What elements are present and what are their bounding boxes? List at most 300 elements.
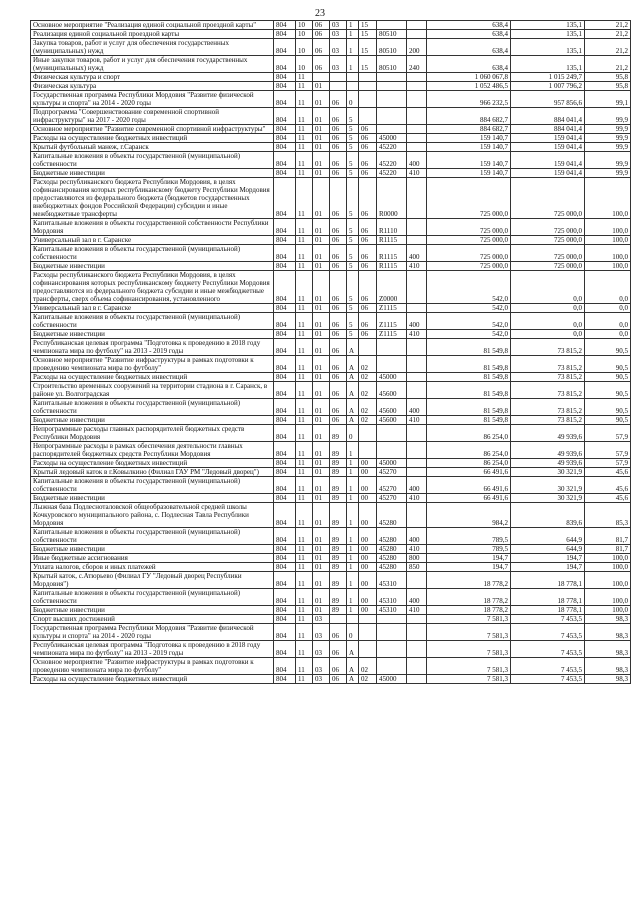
code-cell: 11 <box>296 125 313 134</box>
code-cell: 06 <box>330 339 347 356</box>
planned-value: 725 000,0 <box>427 245 511 262</box>
code-cell: 11 <box>296 356 313 373</box>
code-cell <box>330 82 347 91</box>
code-cell: 11 <box>296 503 313 528</box>
code-cell: 410 <box>407 545 427 554</box>
code-cell: 00 <box>359 554 377 563</box>
code-cell <box>407 503 427 528</box>
executed-value: 135,1 <box>511 21 585 30</box>
code-cell <box>347 615 359 624</box>
table-row <box>31 459 631 468</box>
code-cell: 11 <box>296 477 313 494</box>
code-cell: 01 <box>313 245 330 262</box>
row-name: Непрограммные расходы в рамках обеспечения деятельности главных распорядителей бюджетных средств Республики Мордовия <box>31 442 274 459</box>
planned-value: 81 549,8 <box>427 356 511 373</box>
code-cell: 01 <box>313 330 330 339</box>
percent-value: 98,3 <box>585 641 631 658</box>
planned-value: 725 000,0 <box>427 219 511 236</box>
executed-value: 73 815,2 <box>511 373 585 382</box>
row-name: Бюджетные инвестиции <box>31 262 274 271</box>
code-cell: 11 <box>296 339 313 356</box>
code-cell: 01 <box>313 236 330 245</box>
code-cell: 11 <box>296 262 313 271</box>
code-cell: 804 <box>274 271 296 304</box>
code-cell <box>407 373 427 382</box>
row-name: Расходы на осуществление бюджетных инвестиций <box>31 675 274 684</box>
code-cell <box>359 442 377 459</box>
code-cell: 01 <box>313 219 330 236</box>
percent-value: 90,5 <box>585 399 631 416</box>
row-name: Иные закупки товаров, работ и услуг для обеспечения государственных (муниципальных) нужд <box>31 56 274 73</box>
executed-value: 725 000,0 <box>511 236 585 245</box>
percent-value: 100,0 <box>585 236 631 245</box>
code-cell: 1 <box>347 477 359 494</box>
code-cell: R0000 <box>377 178 407 219</box>
percent-value: 100,0 <box>585 563 631 572</box>
code-cell <box>377 73 407 82</box>
row-name: Основное мероприятие "Развитие современной спортивной инфраструктуры" <box>31 125 274 134</box>
code-cell <box>407 108 427 125</box>
planned-value: 66 491,6 <box>427 468 511 477</box>
code-cell <box>359 624 377 641</box>
code-cell: А <box>347 339 359 356</box>
code-cell: R1115 <box>377 245 407 262</box>
code-cell: 5 <box>347 134 359 143</box>
executed-value: 0,0 <box>511 313 585 330</box>
table-row <box>31 30 631 39</box>
code-cell: 0 <box>347 624 359 641</box>
planned-value: 86 254,0 <box>427 442 511 459</box>
table-row <box>31 545 631 554</box>
code-cell: 01 <box>313 399 330 416</box>
code-cell: 03 <box>330 56 347 73</box>
percent-value: 90,5 <box>585 382 631 399</box>
row-name: Бюджетные инвестиции <box>31 330 274 339</box>
code-cell: 804 <box>274 21 296 30</box>
executed-value: 159 041,4 <box>511 169 585 178</box>
code-cell: 06 <box>330 108 347 125</box>
percent-value: 45,6 <box>585 468 631 477</box>
code-cell <box>407 459 427 468</box>
table-row <box>31 442 631 459</box>
code-cell: 400 <box>407 589 427 606</box>
code-cell: 804 <box>274 313 296 330</box>
code-cell: 11 <box>296 624 313 641</box>
executed-value: 18 778,1 <box>511 606 585 615</box>
code-cell: 06 <box>313 30 330 39</box>
executed-value: 73 815,2 <box>511 399 585 416</box>
code-cell: А <box>347 382 359 399</box>
code-cell: 804 <box>274 675 296 684</box>
planned-value: 7 581,3 <box>427 641 511 658</box>
executed-value: 135,1 <box>511 39 585 56</box>
planned-value: 18 778,2 <box>427 606 511 615</box>
code-cell: А <box>347 675 359 684</box>
planned-value: 638,4 <box>427 56 511 73</box>
planned-value: 542,0 <box>427 271 511 304</box>
code-cell: 11 <box>296 236 313 245</box>
planned-value: 7 581,3 <box>427 615 511 624</box>
percent-value: 100,0 <box>585 606 631 615</box>
code-cell: 11 <box>296 442 313 459</box>
code-cell: 1 <box>347 528 359 545</box>
code-cell <box>407 178 427 219</box>
executed-value: 135,1 <box>511 30 585 39</box>
code-cell: 06 <box>330 271 347 304</box>
code-cell <box>377 91 407 108</box>
row-name: Государственная программа Республики Мордовия "Развитие физической культуры и спорта" на 2014 - 2020 годы <box>31 91 274 108</box>
code-cell: 11 <box>296 330 313 339</box>
table-row <box>31 219 631 236</box>
percent-value: 99,9 <box>585 152 631 169</box>
code-cell: 11 <box>296 373 313 382</box>
executed-value: 73 815,2 <box>511 339 585 356</box>
code-cell <box>407 30 427 39</box>
code-cell: 02 <box>359 382 377 399</box>
code-cell: 804 <box>274 503 296 528</box>
table-row <box>31 178 631 219</box>
code-cell <box>347 73 359 82</box>
executed-value: 194,7 <box>511 563 585 572</box>
code-cell: 804 <box>274 658 296 675</box>
row-name: Бюджетные инвестиции <box>31 494 274 503</box>
code-cell: 06 <box>330 356 347 373</box>
code-cell: 06 <box>330 330 347 339</box>
code-cell: 804 <box>274 554 296 563</box>
percent-value: 100,0 <box>585 262 631 271</box>
code-cell: 804 <box>274 563 296 572</box>
row-name: Закупка товаров, работ и услуг для обеспечения государственных (муниципальных) нужд <box>31 39 274 56</box>
code-cell: 00 <box>359 459 377 468</box>
code-cell <box>407 615 427 624</box>
executed-value: 0,0 <box>511 330 585 339</box>
code-cell: 01 <box>313 477 330 494</box>
code-cell <box>407 271 427 304</box>
executed-value: 644,9 <box>511 528 585 545</box>
code-cell: 850 <box>407 563 427 572</box>
code-cell: 11 <box>296 494 313 503</box>
code-cell: 11 <box>296 589 313 606</box>
code-cell: 804 <box>274 356 296 373</box>
code-cell: А <box>347 641 359 658</box>
code-cell <box>407 675 427 684</box>
code-cell: 01 <box>313 494 330 503</box>
code-cell: 01 <box>313 606 330 615</box>
code-cell <box>407 219 427 236</box>
row-name: Крытый каток, с.Атюрьево (Филиал ГУ "Ледовый дворец Республики Мордовия") <box>31 572 274 589</box>
executed-value: 7 453,5 <box>511 658 585 675</box>
code-cell: 804 <box>274 56 296 73</box>
row-name: Бюджетные инвестиции <box>31 545 274 554</box>
code-cell: 06 <box>359 143 377 152</box>
code-cell: 804 <box>274 339 296 356</box>
code-cell: 89 <box>330 494 347 503</box>
code-cell: 5 <box>347 169 359 178</box>
code-cell: 11 <box>296 641 313 658</box>
code-cell: 1 <box>347 589 359 606</box>
code-cell: 06 <box>359 125 377 134</box>
code-cell: 1 <box>347 468 359 477</box>
code-cell <box>407 91 427 108</box>
percent-value: 57,9 <box>585 425 631 442</box>
executed-value: 194,7 <box>511 554 585 563</box>
code-cell: 01 <box>313 528 330 545</box>
executed-value: 30 321,9 <box>511 468 585 477</box>
executed-value: 135,1 <box>511 56 585 73</box>
code-cell: 03 <box>313 641 330 658</box>
code-cell <box>407 73 427 82</box>
code-cell <box>377 125 407 134</box>
code-cell: 06 <box>359 313 377 330</box>
code-cell: 06 <box>330 152 347 169</box>
code-cell: 410 <box>407 416 427 425</box>
code-cell: 5 <box>347 313 359 330</box>
row-name: Республиканская целевая программа "Подготовка к проведению в 2018 году чемпионата мира по футболу" на 2013 - 2019 годы <box>31 641 274 658</box>
code-cell: 89 <box>330 589 347 606</box>
percent-value: 21,2 <box>585 39 631 56</box>
executed-value: 644,9 <box>511 545 585 554</box>
executed-value: 839,6 <box>511 503 585 528</box>
code-cell: 804 <box>274 624 296 641</box>
code-cell: 06 <box>330 641 347 658</box>
code-cell <box>359 82 377 91</box>
code-cell: 5 <box>347 271 359 304</box>
executed-value: 0,0 <box>511 271 585 304</box>
table-row <box>31 330 631 339</box>
code-cell: 06 <box>330 313 347 330</box>
table-row <box>31 356 631 373</box>
planned-value: 159 140,7 <box>427 134 511 143</box>
executed-value: 159 041,4 <box>511 143 585 152</box>
code-cell: 11 <box>296 152 313 169</box>
table-row <box>31 304 631 313</box>
code-cell: 03 <box>313 624 330 641</box>
code-cell: 804 <box>274 641 296 658</box>
code-cell: 804 <box>274 589 296 606</box>
planned-value: 884 682,7 <box>427 125 511 134</box>
code-cell: 89 <box>330 477 347 494</box>
percent-value: 99,9 <box>585 125 631 134</box>
planned-value: 86 254,0 <box>427 459 511 468</box>
code-cell: 804 <box>274 178 296 219</box>
code-cell: R1110 <box>377 219 407 236</box>
code-cell: 06 <box>313 56 330 73</box>
table-row <box>31 624 631 641</box>
code-cell: 06 <box>313 21 330 30</box>
code-cell: 804 <box>274 30 296 39</box>
code-cell: Z1115 <box>377 330 407 339</box>
code-cell <box>330 73 347 82</box>
code-cell: 11 <box>296 399 313 416</box>
code-cell <box>377 339 407 356</box>
code-cell: 89 <box>330 459 347 468</box>
table-row <box>31 134 631 143</box>
code-cell: 804 <box>274 262 296 271</box>
row-name: Капитальные вложения в объекты государственной (муниципальной) собственности <box>31 313 274 330</box>
planned-value: 638,4 <box>427 30 511 39</box>
percent-value: 85,3 <box>585 503 631 528</box>
code-cell: 06 <box>330 373 347 382</box>
code-cell <box>359 425 377 442</box>
code-cell: 45220 <box>377 143 407 152</box>
code-cell: 01 <box>313 152 330 169</box>
code-cell: 06 <box>359 262 377 271</box>
code-cell: 06 <box>330 658 347 675</box>
planned-value: 66 491,6 <box>427 494 511 503</box>
code-cell: 89 <box>330 503 347 528</box>
code-cell: 804 <box>274 442 296 459</box>
row-name: Расходы на осуществление бюджетных инвестиций <box>31 134 274 143</box>
code-cell: 400 <box>407 399 427 416</box>
table-row <box>31 169 631 178</box>
table-row <box>31 245 631 262</box>
row-name: Строительство временных сооружений на территории стадиона в г. Саранск, в районе ул. Волгоградская <box>31 382 274 399</box>
row-name: Государственная программа Республики Мордовия "Развитие физической культуры и спорта" на 2014 - 2020 годы <box>31 624 274 641</box>
code-cell: 804 <box>274 545 296 554</box>
percent-value: 57,9 <box>585 459 631 468</box>
executed-value: 73 815,2 <box>511 356 585 373</box>
percent-value: 98,3 <box>585 615 631 624</box>
percent-value: 57,9 <box>585 442 631 459</box>
planned-value: 542,0 <box>427 330 511 339</box>
code-cell: 5 <box>347 108 359 125</box>
code-cell: 804 <box>274 399 296 416</box>
table-row <box>31 606 631 615</box>
row-name: Расходы на осуществление бюджетных инвестиций <box>31 373 274 382</box>
code-cell: 89 <box>330 554 347 563</box>
percent-value: 99,1 <box>585 91 631 108</box>
code-cell: 804 <box>274 330 296 339</box>
executed-value: 49 939,6 <box>511 459 585 468</box>
row-name: Уплата налогов, сборов и иных платежей <box>31 563 274 572</box>
planned-value: 789,5 <box>427 528 511 545</box>
table-row <box>31 675 631 684</box>
code-cell: 804 <box>274 219 296 236</box>
code-cell: 45310 <box>377 572 407 589</box>
code-cell: 15 <box>359 56 377 73</box>
code-cell: 89 <box>330 528 347 545</box>
code-cell: 804 <box>274 125 296 134</box>
code-cell: 01 <box>313 271 330 304</box>
code-cell: 06 <box>359 271 377 304</box>
row-name: Капитальные вложения в объекты государственной (муниципальной) собственности <box>31 528 274 545</box>
code-cell: 06 <box>330 416 347 425</box>
code-cell: А <box>347 658 359 675</box>
code-cell <box>377 21 407 30</box>
planned-value: 81 549,8 <box>427 399 511 416</box>
code-cell: 1 <box>347 39 359 56</box>
code-cell: 11 <box>296 572 313 589</box>
code-cell: 45600 <box>377 399 407 416</box>
code-cell: 00 <box>359 503 377 528</box>
code-cell: 01 <box>313 108 330 125</box>
executed-value: 73 815,2 <box>511 382 585 399</box>
code-cell: 01 <box>313 572 330 589</box>
code-cell: 01 <box>313 468 330 477</box>
code-cell: А <box>347 399 359 416</box>
code-cell: 10 <box>296 56 313 73</box>
code-cell: 80510 <box>377 39 407 56</box>
executed-value: 7 453,5 <box>511 624 585 641</box>
code-cell: 5 <box>347 143 359 152</box>
code-cell: 06 <box>359 330 377 339</box>
planned-value: 542,0 <box>427 313 511 330</box>
code-cell: 45270 <box>377 477 407 494</box>
code-cell: 1 <box>347 56 359 73</box>
code-cell: 1 <box>347 503 359 528</box>
code-cell: 11 <box>296 563 313 572</box>
percent-value: 100,0 <box>585 572 631 589</box>
code-cell: 804 <box>274 572 296 589</box>
code-cell <box>407 236 427 245</box>
table-row <box>31 425 631 442</box>
code-cell <box>407 304 427 313</box>
code-cell: 00 <box>359 545 377 554</box>
code-cell: 02 <box>359 675 377 684</box>
code-cell: 804 <box>274 91 296 108</box>
code-cell: 03 <box>313 615 330 624</box>
planned-value: 159 140,7 <box>427 152 511 169</box>
executed-value: 159 041,4 <box>511 152 585 169</box>
code-cell: 1 <box>347 459 359 468</box>
table-row <box>31 503 631 528</box>
executed-value: 957 856,6 <box>511 91 585 108</box>
code-cell: 45270 <box>377 494 407 503</box>
code-cell: 01 <box>313 339 330 356</box>
planned-value: 66 491,6 <box>427 477 511 494</box>
table-row <box>31 143 631 152</box>
code-cell: 06 <box>359 178 377 219</box>
percent-value: 81,7 <box>585 528 631 545</box>
code-cell: 00 <box>359 589 377 606</box>
code-cell: 89 <box>330 563 347 572</box>
code-cell: 06 <box>359 304 377 313</box>
code-cell: 1 <box>347 30 359 39</box>
percent-value: 99,9 <box>585 169 631 178</box>
code-cell: 804 <box>274 304 296 313</box>
code-cell: 1 <box>347 21 359 30</box>
table-row <box>31 56 631 73</box>
code-cell: 02 <box>359 399 377 416</box>
code-cell: 06 <box>330 219 347 236</box>
code-cell: 804 <box>274 245 296 262</box>
code-cell: 01 <box>313 82 330 91</box>
row-name: Основное мероприятие "Развитие инфраструктуры в рамках подготовки к проведению чемпионата мира по футболу" <box>31 356 274 373</box>
percent-value: 90,5 <box>585 373 631 382</box>
percent-value: 98,3 <box>585 658 631 675</box>
code-cell <box>377 624 407 641</box>
code-cell: 45000 <box>377 675 407 684</box>
code-cell: 5 <box>347 262 359 271</box>
code-cell: 804 <box>274 152 296 169</box>
code-cell <box>407 143 427 152</box>
code-cell: 400 <box>407 313 427 330</box>
code-cell: 01 <box>313 503 330 528</box>
table-row <box>31 152 631 169</box>
code-cell: 11 <box>296 219 313 236</box>
row-name: Физическая культура и спорт <box>31 73 274 82</box>
percent-value: 99,9 <box>585 134 631 143</box>
code-cell: 804 <box>274 39 296 56</box>
table-row <box>31 399 631 416</box>
percent-value: 90,5 <box>585 356 631 373</box>
code-cell: 45280 <box>377 554 407 563</box>
code-cell: 06 <box>330 178 347 219</box>
code-cell: 410 <box>407 330 427 339</box>
row-name: Капитальные вложения в объекты государственной (муниципальной) собственности <box>31 399 274 416</box>
planned-value: 725 000,0 <box>427 262 511 271</box>
code-cell: 80510 <box>377 30 407 39</box>
